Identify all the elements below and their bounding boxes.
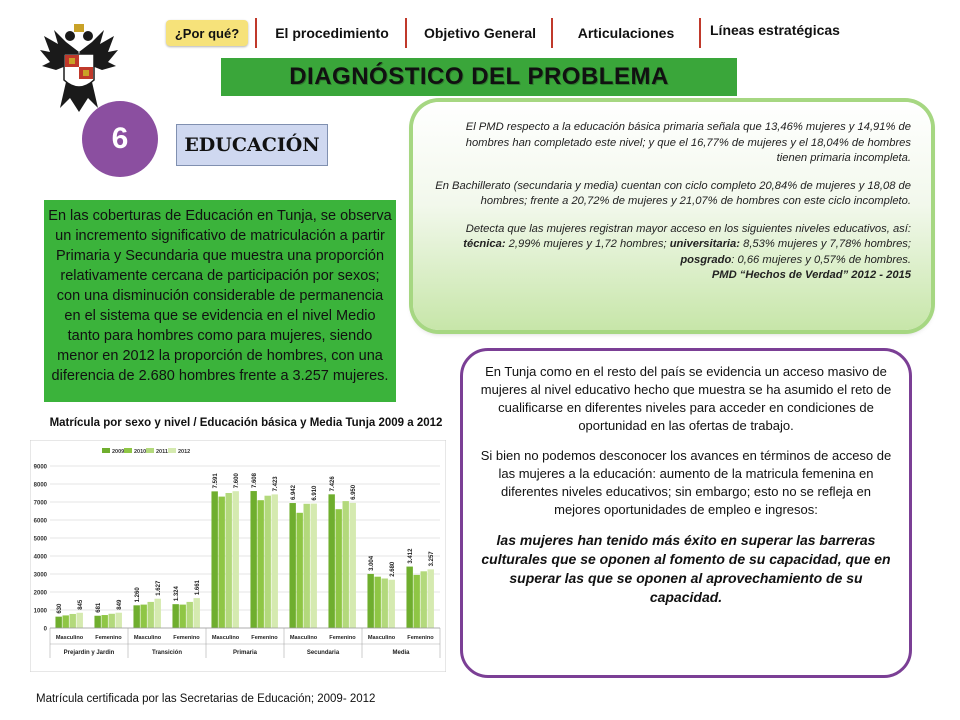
bar xyxy=(335,509,341,628)
legend-swatch xyxy=(124,448,132,453)
bar-data-label: 7.600 xyxy=(234,473,241,489)
pmd-p3-c: 8,53% mujeres y 7,78% hombres; xyxy=(739,238,911,250)
pmd-paragraph-2: En Bachillerato (secundaria y media) cuentan con ciclo completo 20,84% de mujeres y 18,08 de hombres; frente a 20,72% de mujeres y 21,07% de hombres con este ciclo incompleto. xyxy=(435,179,911,207)
bar-data-label: 681 xyxy=(95,602,102,613)
bar xyxy=(265,496,271,628)
bar-data-label: 630 xyxy=(56,603,63,614)
bar-data-label: 845 xyxy=(78,599,85,610)
bar xyxy=(155,599,161,628)
pmd-p3-a: Detecta que las mujeres registran mayor acceso en los siguientes niveles educativos, así: xyxy=(465,222,911,235)
bar xyxy=(133,605,139,628)
bar-data-label: 7.591 xyxy=(212,473,219,489)
bar xyxy=(140,605,146,628)
coat-of-arms-logo xyxy=(36,22,122,114)
bar xyxy=(343,501,349,628)
bar-data-label: 1.324 xyxy=(173,586,180,602)
pmd-paragraph-3 xyxy=(433,222,911,284)
bar xyxy=(77,613,83,628)
bar xyxy=(218,497,224,628)
y-tick-label: 2000 xyxy=(33,590,47,597)
bar-data-label: 1.260 xyxy=(134,587,141,603)
pmd-source: PMD “Hechos de Verdad” 2012 - 2015 xyxy=(711,269,911,281)
x-category-label: Masculino xyxy=(211,635,240,641)
x-category-label: Masculino xyxy=(367,635,396,641)
page-title: DIAGNÓSTICO DEL PROBLEMA xyxy=(289,63,669,90)
bar xyxy=(101,615,107,628)
bar xyxy=(406,567,412,628)
pmd-info-box xyxy=(413,102,931,330)
coverage-summary-box xyxy=(44,200,396,402)
nav-articulaciones[interactable]: Articulaciones xyxy=(551,18,701,48)
nav-procedimiento[interactable]: El procedimiento xyxy=(255,18,407,48)
bar xyxy=(116,613,122,628)
enrollment-bar-chart xyxy=(30,440,446,672)
y-tick-label: 1000 xyxy=(33,608,47,615)
bar-data-label: 6.942 xyxy=(290,485,297,501)
bar xyxy=(382,579,388,629)
bar xyxy=(62,615,68,628)
bar xyxy=(389,580,395,628)
bar-data-label: 2.680 xyxy=(390,561,397,577)
y-tick-label: 8000 xyxy=(33,482,47,489)
bar xyxy=(226,493,232,628)
bar xyxy=(374,577,380,628)
section-label: EDUCACIÓN xyxy=(184,134,320,156)
footer-note: Matrícula certificada por las Secretarias de Educación; 2009- 2012 xyxy=(36,693,376,705)
pmd-universitaria-label: universitaria: xyxy=(669,238,740,250)
bar xyxy=(109,614,115,628)
bar-data-label: 6.910 xyxy=(312,485,319,501)
x-group-label: Secundaria xyxy=(306,650,340,656)
nav-objetivo-general[interactable]: Objetivo General xyxy=(405,18,553,48)
y-tick-label: 9000 xyxy=(33,464,47,471)
legend-label: 2009 xyxy=(112,449,125,455)
y-tick-label: 0 xyxy=(43,626,47,633)
x-category-label: Masculino xyxy=(55,635,84,641)
x-category-label: Femenino xyxy=(329,635,356,641)
bar xyxy=(70,614,76,628)
bar-data-label: 7.426 xyxy=(329,476,336,492)
legend-label: 2011 xyxy=(156,449,168,455)
analysis-box xyxy=(460,348,912,678)
bar xyxy=(233,491,239,628)
bar xyxy=(350,503,356,628)
pmd-p3-b: 2,99% mujeres y 1,72 hombres; xyxy=(505,238,670,250)
analysis-paragraph-2: Si bien no podemos desconocer los avances en términos de acceso de las mujeres a la educación: aumento de la matricula femenina en diferentes niveles educativos; sin embargo; esto no se refleja en mejores oportunidades de empleo e ingresos: xyxy=(480,448,892,517)
nav-lineas-estrategicas[interactable]: Líneas estratégicas xyxy=(710,22,840,38)
analysis-conclusion: las mujeres han tenido más éxito en superar las barreras culturales que se oponen al fomento de su capacidad, que en superar las que se oponen al aprovechamiento de su capacidad. xyxy=(481,532,891,605)
pmd-posgrado-label: posgrado xyxy=(680,253,732,266)
bar xyxy=(172,604,178,628)
legend-swatch xyxy=(146,448,154,453)
bar xyxy=(257,500,263,628)
nav-por-que[interactable]: ¿Por qué? xyxy=(166,20,248,46)
bar-data-label: 3.004 xyxy=(368,555,375,571)
bar xyxy=(367,574,373,628)
x-category-label: Femenino xyxy=(95,635,122,641)
bar-data-label: 1.627 xyxy=(156,580,163,596)
section-label-box xyxy=(176,124,328,166)
y-tick-label: 3000 xyxy=(33,572,47,579)
bar xyxy=(304,504,310,628)
x-category-label: Femenino xyxy=(407,635,434,641)
bar xyxy=(187,602,193,628)
bar xyxy=(194,598,200,628)
bar xyxy=(250,491,256,628)
bar-data-label: 849 xyxy=(117,599,124,610)
legend-swatch xyxy=(102,448,110,453)
chart-caption: Matrícula por sexo y nivel / Educación básica y Media Tunja 2009 a 2012 xyxy=(49,417,443,429)
y-tick-label: 4000 xyxy=(33,554,47,561)
bar-data-label: 7.608 xyxy=(251,473,258,489)
legend-label: 2012 xyxy=(178,449,191,455)
page-title-bar xyxy=(221,58,737,96)
bar xyxy=(148,602,154,628)
bar xyxy=(428,569,434,628)
pmd-paragraph-1: El PMD respecto a la educación básica primaria señala que 13,46% mujeres y 14,91% de hombres han completado este nivel; y que el 16,77% de mujeres y el 18,04% de hombres tienen primaria incompleta. xyxy=(465,121,911,164)
bar-data-label: 7.423 xyxy=(273,476,280,492)
bar-data-label: 3.257 xyxy=(429,551,436,567)
y-tick-label: 7000 xyxy=(33,500,47,507)
x-group-label: Prejardin y Jardin xyxy=(63,650,115,656)
pmd-p3-d: : 0,66 mujeres y 0,57% de hombres. xyxy=(731,253,911,266)
x-group-label: Primaria xyxy=(232,650,258,656)
bar xyxy=(421,571,427,628)
bar xyxy=(179,605,185,628)
x-category-label: Femenino xyxy=(173,635,200,641)
coverage-summary-text: En las coberturas de Educación en Tunja, se observa un incremento significativo de matriculación a partir Primaria y Secundaria que muestra una proporción relativamente cercana de participación por sexos; con una disminución considerable de permanencia en el sistema que se evidencia en el nivel Medio tanto para hombres como para mujeres, siendo menor en 2012 la proporción de hombres, con una diferencia de 2.680 hombres frente a 3.257 mujeres. xyxy=(48,208,392,384)
section-number-badge xyxy=(82,101,158,177)
y-tick-label: 6000 xyxy=(33,518,47,525)
section-number: 6 xyxy=(111,122,129,155)
bar xyxy=(289,503,295,628)
x-category-label: Masculino xyxy=(133,635,162,641)
bar-data-label: 6.950 xyxy=(351,484,358,500)
legend-swatch xyxy=(168,448,176,453)
bar xyxy=(413,575,419,628)
bar xyxy=(328,494,334,628)
x-category-label: Masculino xyxy=(289,635,318,641)
bar xyxy=(94,616,100,628)
bar xyxy=(311,504,317,628)
bar-data-label: 1.661 xyxy=(195,580,202,596)
x-category-label: Femenino xyxy=(251,635,278,641)
x-group-label: Media xyxy=(392,650,410,656)
bar xyxy=(272,494,278,628)
bar xyxy=(296,513,302,628)
bar-data-label: 3.412 xyxy=(407,548,414,564)
analysis-paragraph-1: En Tunja como en el resto del país se evidencia un acceso masivo de mujeres al nivel educativo hecho que muestra se ha asumido el reto de cualificarse en diferentes niveles para acceder en condiciones de oportunidad en las ofertas de trabajo. xyxy=(480,364,892,433)
legend-label: 2010 xyxy=(134,449,147,455)
bar xyxy=(55,617,61,628)
x-group-label: Transición xyxy=(151,650,183,656)
y-tick-label: 5000 xyxy=(33,536,47,543)
pmd-tecnica-label: técnica: xyxy=(463,238,506,250)
bar xyxy=(211,491,217,628)
